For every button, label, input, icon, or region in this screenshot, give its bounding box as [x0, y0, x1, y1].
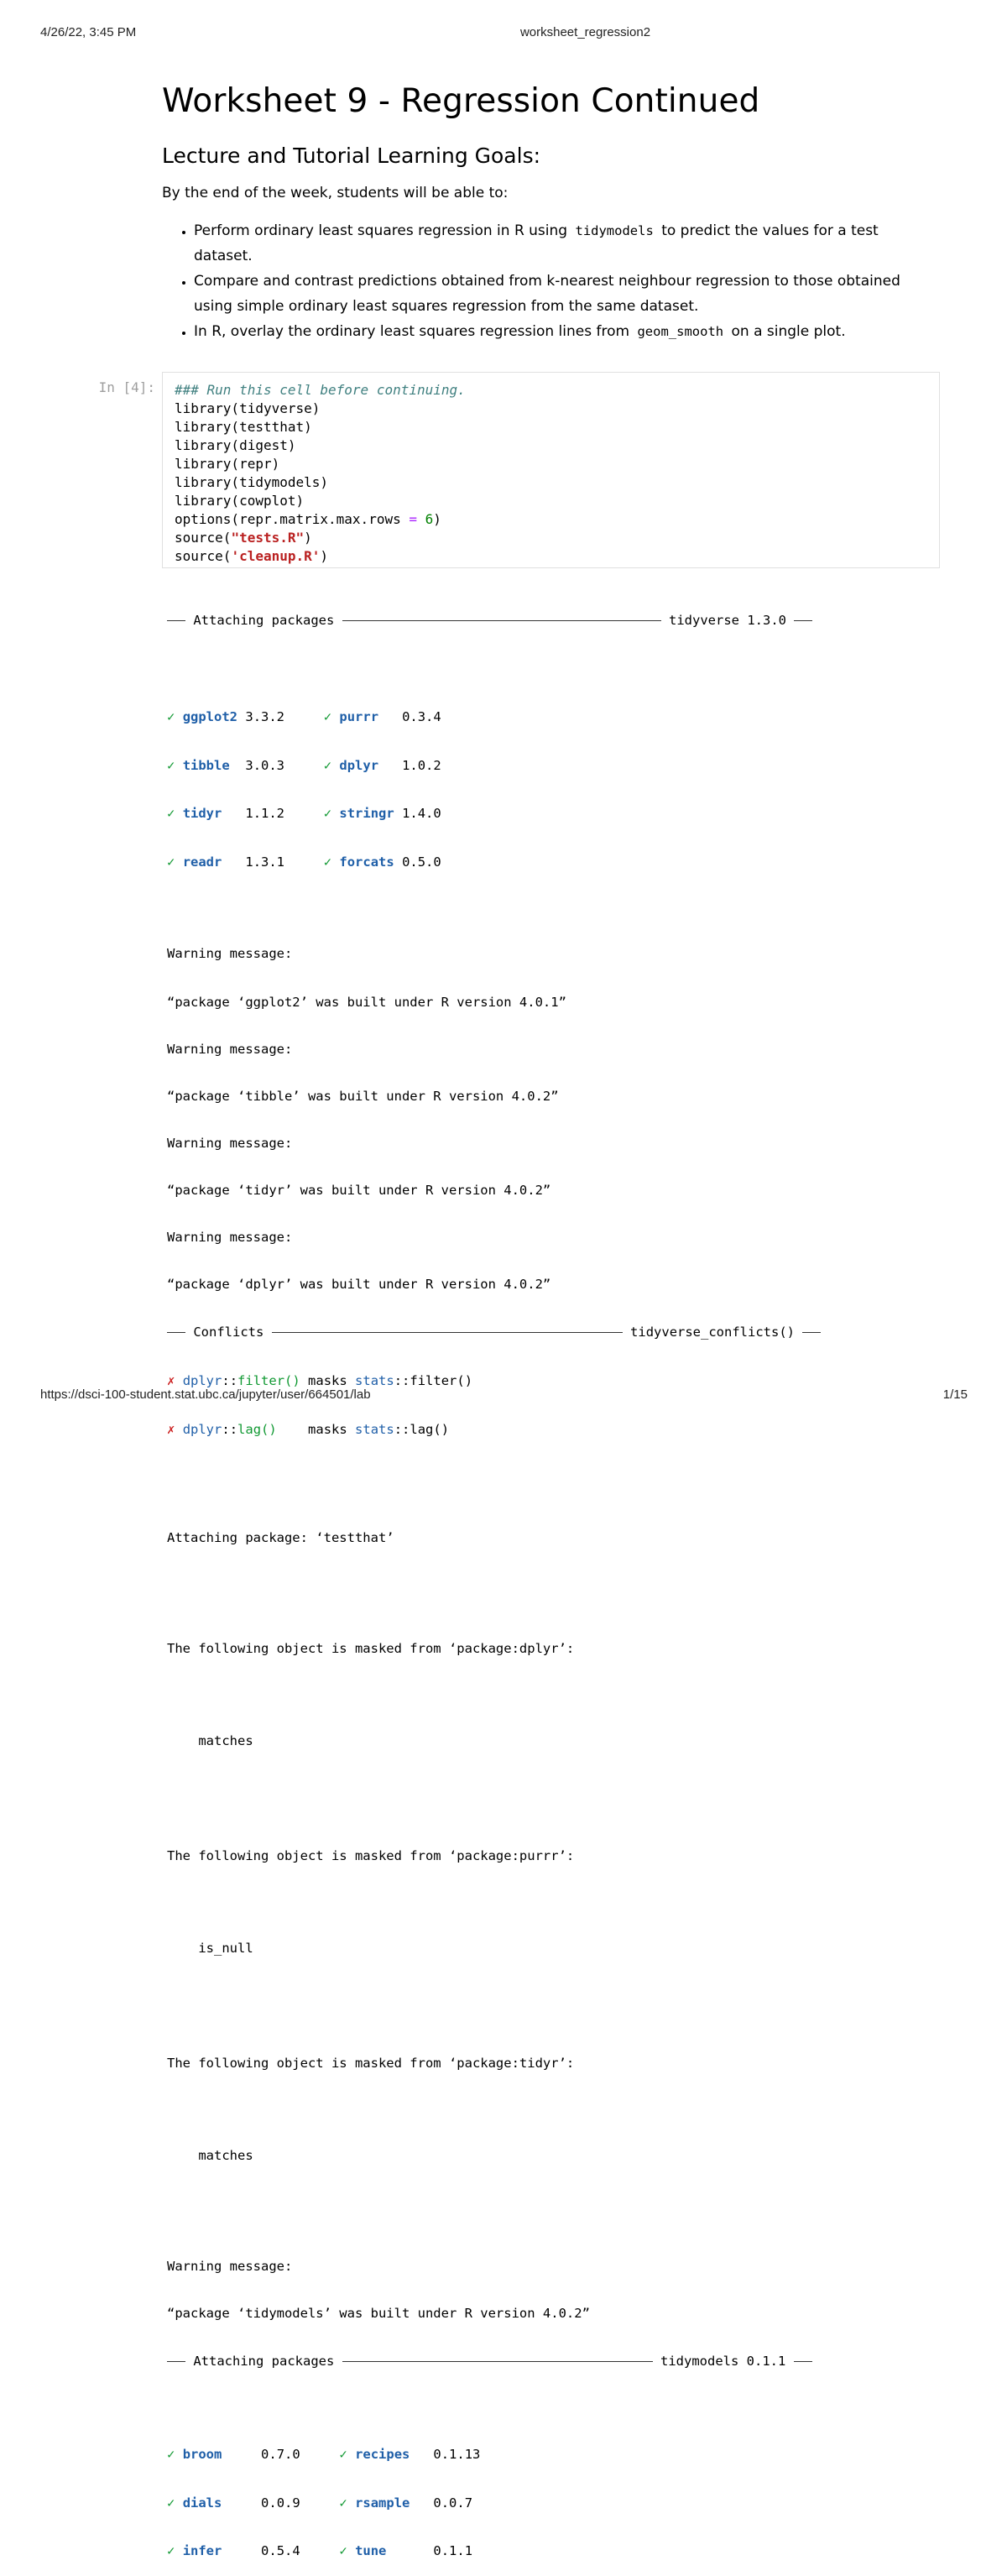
warning-label: Warning message: — [167, 2259, 293, 2274]
inline-code: geom_smooth — [637, 324, 724, 339]
conflict-row: ✗ dplyr::filter() masks stats::filter() — [167, 1372, 473, 1388]
page-title: Worksheet 9 - Regression Continued — [162, 82, 760, 120]
goals-list — [162, 218, 934, 344]
cell-output — [167, 582, 947, 2576]
attach-rule-2: Attaching packages tidymodels 0.1.1 — [167, 2352, 947, 2370]
inline-code: tidymodels — [575, 223, 654, 238]
masked-line: The following object is masked from ‘package:purrr’: — [167, 1848, 575, 1863]
code-line: library(digest) — [175, 437, 296, 453]
goal-item: • Compare and contrast predictions obtained from k-nearest neighbour regression to those obtained using simple ordinary least squares regression from the same dataset. — [194, 269, 934, 319]
print-title: worksheet_regression2 — [519, 25, 651, 39]
code-line-source: source("tests.R") — [175, 530, 312, 546]
print-url[interactable]: https://dsci-100-student.stat.ubc.ca/jupyter/user/664501/lab — [40, 1387, 371, 1402]
masked-object: matches — [198, 1732, 253, 1748]
code-line: library(repr) — [175, 456, 280, 472]
code-line: library(tidymodels) — [175, 474, 329, 490]
goal-item: • Perform ordinary least squares regression in R using tidymodels to predict the values for a test dataset. — [194, 218, 934, 269]
warning-text: “package ‘tidymodels’ was built under R version 4.0.2” — [167, 2306, 590, 2321]
warning-text: “package ‘dplyr’ was built under R version 4.0.2” — [167, 1276, 551, 1292]
package-row: ✓ ggplot2 3.3.2 ✓ purrr 0.3.4 — [167, 709, 441, 724]
warning-label: Warning message: — [167, 1041, 293, 1057]
print-datetime: 4/26/22, 3:45 PM — [40, 25, 137, 39]
code-line-source: source('cleanup.R') — [175, 548, 329, 564]
code-line: library(testthat) — [175, 419, 312, 435]
masked-object: is_null — [198, 1940, 253, 1956]
package-row: ✓ tidyr 1.1.2 ✓ stringr 1.4.0 — [167, 806, 441, 821]
masked-object: matches — [198, 2147, 253, 2163]
warning-label: Warning message: — [167, 946, 293, 961]
attaching-testthat: Attaching package: ‘testthat’ — [167, 1529, 394, 1545]
warning-label: Warning message: — [167, 1229, 293, 1245]
code-line-options: options(repr.matrix.max.rows = 6) — [175, 511, 441, 527]
masked-line: The following object is masked from ‘package:dplyr’: — [167, 1641, 575, 1656]
goal-item: • In R, overlay the ordinary least squares regression lines from geom_smooth on a single plot. — [194, 319, 934, 344]
package-row: ✓ readr 1.3.1 ✓ forcats 0.5.0 — [167, 854, 441, 870]
warning-text: “package ‘tidyr’ was built under R version 4.0.2” — [167, 1182, 551, 1198]
goals-intro: By the end of the week, students will be able to: — [162, 185, 509, 201]
warning-text: “package ‘ggplot2’ was built under R version 4.0.1” — [167, 994, 566, 1010]
code-cell[interactable] — [162, 372, 940, 568]
cross-icon: ✗ — [167, 1372, 175, 1388]
markdown-cell — [162, 82, 934, 344]
code-line: library(tidyverse) — [175, 400, 321, 416]
code-line: library(cowplot) — [175, 493, 305, 509]
warning-text: “package ‘tibble’ was built under R version 4.0.2” — [167, 1088, 559, 1104]
package-row: ✓ tibble 3.0.3 ✓ dplyr 1.0.2 — [167, 757, 441, 773]
conflict-row: ✗ dplyr::lag() masks stats::lag() — [167, 1421, 450, 1437]
conflicts-rule: Conflicts tidyverse_conflicts() — [167, 1323, 947, 1341]
cell-prompt: In [4]: — [98, 379, 155, 395]
package-row: ✓ dials 0.0.9 ✓ rsample 0.0.7 — [167, 2495, 473, 2511]
goals-heading: Lecture and Tutorial Learning Goals: — [162, 144, 541, 168]
package-row: ✓ infer 0.5.4 ✓ tune 0.1.1 — [167, 2543, 473, 2558]
page-number: 1/15 — [942, 1387, 968, 1402]
code-comment: ### Run this cell before continuing. — [175, 382, 466, 398]
package-row: ✓ broom 0.7.0 ✓ recipes 0.1.13 — [167, 2447, 481, 2462]
attach-rule: Attaching packages tidyverse 1.3.0 — [167, 612, 947, 630]
masked-line: The following object is masked from ‘package:tidyr’: — [167, 2056, 575, 2071]
warning-label: Warning message: — [167, 1135, 293, 1151]
cross-icon: ✗ — [167, 1421, 175, 1437]
